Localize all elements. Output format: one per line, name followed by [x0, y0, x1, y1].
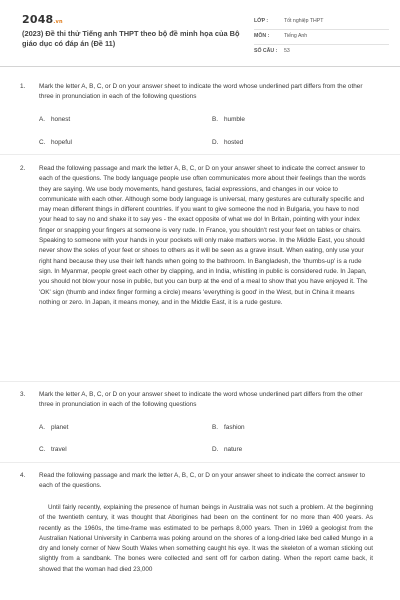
- option-letter: B.: [212, 116, 219, 123]
- option-letter: B.: [212, 424, 219, 431]
- option-text: hosted: [224, 139, 244, 146]
- option-d[interactable]: [212, 446, 242, 453]
- option-b[interactable]: [212, 116, 245, 123]
- option-letter: C.: [39, 446, 46, 453]
- option-text: honest: [51, 116, 71, 123]
- option-text: travel: [51, 446, 67, 453]
- document-title: (2023) Đề thi thử Tiếng anh THPT theo bộ đề minh họa của Bộ giáo dục có đáp án (Đề 11): [22, 29, 240, 48]
- page-header: [0, 0, 400, 66]
- meta-value: Tốt nghiệp THPT: [284, 18, 324, 24]
- question-number: 1.: [20, 83, 26, 90]
- question-number: 3.: [20, 391, 26, 398]
- question-intro: Read the following passage and mark the letter A, B, C, or D on your answer sheet to indicate the correct answer to each of the questions.: [39, 472, 366, 490]
- meta-row-class: [254, 15, 389, 30]
- option-text: humble: [224, 116, 245, 123]
- logo-main: 2048: [22, 13, 54, 26]
- meta-key: MÔN :: [254, 33, 270, 39]
- option-c[interactable]: [39, 139, 72, 146]
- question-number: 4.: [20, 472, 26, 479]
- option-letter: C.: [39, 139, 46, 146]
- option-text: planet: [51, 424, 69, 431]
- option-text: fashion: [224, 424, 245, 431]
- option-text: nature: [224, 446, 243, 453]
- question-1: [20, 82, 372, 103]
- option-d[interactable]: [212, 139, 243, 146]
- question-text: Mark the letter A, B, C, or D on your answer sheet to indicate the word whose underlined part differs from the other three in pronunciation in each of the following questions: [39, 83, 363, 101]
- option-letter: A.: [39, 116, 46, 123]
- question-2: [20, 164, 372, 308]
- question-intro: [39, 164, 372, 308]
- meta-key: LỚP :: [254, 18, 269, 24]
- meta-row-count: [254, 45, 389, 59]
- meta-value: Tiếng Anh: [284, 33, 308, 39]
- option-letter: D.: [212, 139, 219, 146]
- option-c[interactable]: [39, 446, 67, 453]
- meta-key: SỐ CÂU :: [254, 48, 278, 54]
- question-divider: [0, 154, 400, 155]
- question-4: [20, 471, 372, 492]
- meta-row-subject: [254, 30, 389, 45]
- passage-text: Until fairly recently, explaining the presence of human beings in Australia was not such a problem. At the beginning of the twentieth century, it was thought that Aborigines had been on the continent for no more than 400 years. As recently as the 1960s, the time-frame was estimated to be perhaps 8,000 years. Then in 1969 a geologist from the Australian National University in Canberra was poking around on the shores of a long-dried lake bed called Mungo in a dry and lonely corner of New South Wales when something caught his eye. It was the skeleton of a woman sticking out slightly from a sandbank. The bones were collected and sent off for carbon dating. When the report came back, it showed that the woman had died 23,000: [39, 504, 373, 573]
- option-a[interactable]: [39, 116, 70, 123]
- option-letter: D.: [212, 446, 219, 453]
- question-divider: [0, 381, 400, 382]
- question-divider: [0, 462, 400, 463]
- meta-value: 53: [284, 48, 290, 54]
- option-text: hopeful: [51, 139, 72, 146]
- header-divider: [0, 66, 400, 67]
- passage-text: The body language people use often communicates more about their feelings than the words they are saying. We use body movements, hand gestures, facial expressions, and changes in our voice to communicate with each other. Although some body language is universal, many gestures are culturally specific and may mean different things in different countries. If you want to give someone the nod in Bulgaria, you have to nod your head to say no and shake it to say yes - the exact opposite of what we do! In Britain, pointing with your index finger or snapping your fingers at someone is very rude. In France, you shouldn't rest your feet on tables or chairs. Speaking to someone with your hands in your pockets will only make matters worse. In the Middle East, you should never show the soles of your feet or shoes to others as it will be seen as a grave insult. When eating, only use your right hand because they use their left hands when going to the bathroom. In Bangladesh, the 'thumbs-up' is a rude sign. In Myanmar, people greet each other by clapping, and in India, whistling in public is considered rude. In Japan, you should not blow your nose in public, but you can burp at the end of a meal to show that you have enjoyed it. The 'OK' sign (thumb and index finger forming a circle) means 'everything is good' in the West, but in China it means nothing or zero. In Japan, it means money, and in the Middle East, it is a rude gesture.: [39, 175, 368, 306]
- logo-suffix: .vn: [53, 19, 63, 25]
- question-text: Mark the letter A, B, C, or D on your answer sheet to indicate the word whose underlined part differs from the other three in pronunciation in each of the following questions: [39, 391, 363, 409]
- question-number: 2.: [20, 165, 26, 172]
- site-logo[interactable]: [22, 13, 63, 26]
- question-intro-text: Read the following passage and mark the letter A, B, C, or D on your answer sheet to indicate the correct answer to each of the questions.: [39, 165, 366, 183]
- question-3: [20, 390, 372, 411]
- option-letter: A.: [39, 424, 46, 431]
- option-a[interactable]: [39, 424, 68, 431]
- document-meta: [254, 15, 389, 59]
- option-b[interactable]: [212, 424, 245, 431]
